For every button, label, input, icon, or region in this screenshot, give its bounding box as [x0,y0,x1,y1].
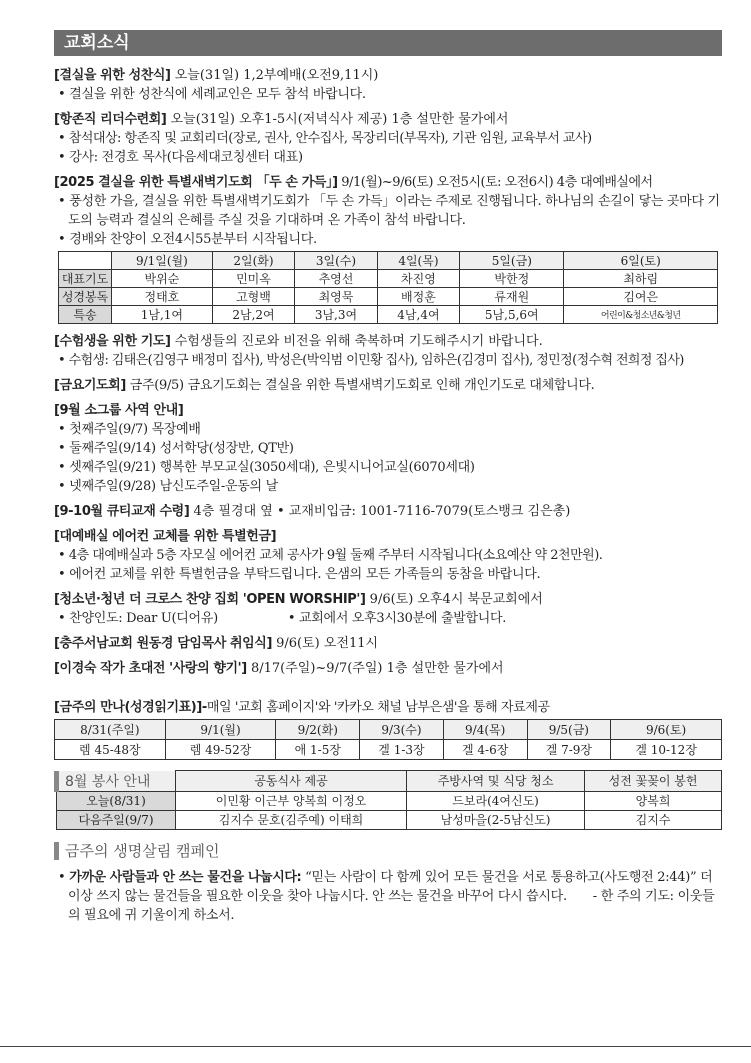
notice-title: [이경숙 작가 초대전 '사랑의 향기'] [54,661,247,676]
section-header: 교회소식 [54,30,722,56]
notice-dawn-prayer: [2025 결실을 위한 특별새벽기도회 「두 손 가득」] 9/1(월)~9/6(토) 오전5시(토: 오전6시) 4층 대예배실에서 • 풍성한 가을, 결실을 위한 특별새벽기도회가 「두 손 가득」이라는 주제로 진행됩니다. 하나님의 손길이 닿는 곳마다 기도의 능력과 결실의 은혜를 주실 것을 기대하며 온 가족이 참석 바랍니다. • 경배와 찬양이 오전4시55분부터 시작됩니다. 9/1일(월) 2일(화) 3일(수) 4일(목) 5일(금) 6일(토) 대표기도 박위순 민미옥 추영선 차진영 박한정 최하림 성경봉독 정태호 고형백 최영묵 배정훈 류재원 김여은 특송 1남,1여 2남,2여 3남,3여 4남,4여 5남,5,6여 어린이&청소년&청년 [54,175,720,322]
campaign-text: “믿는 사람이 다 함께 있어 모든 물건을 서로 통용하고(사도행전 2:44)” 더 이상 쓰지 않는 물건들을 필요한 이웃을 찾아 나눕시다. 안 쓰는 물건을 바꾸어 다시 씁시다. [68,869,713,904]
bible-reading-table [54,719,722,760]
table-header: 주방사역 및 식당 청소 [407,771,585,792]
notice-text: 8/17(주일)~9/7(주일) 1층 설만한 물가에서 [246,661,504,676]
table-header: 2일(화) [212,252,294,270]
list-item: 셋째주일(9/21) 행복한 부모교실(3050세대), 은빛시니어교실(6070세대) [69,460,475,475]
bottom-rule [0,1046,751,1047]
notice-title: [금요기도회] [54,378,126,393]
table-row [57,791,722,810]
table-cell: 류재원 [460,288,564,306]
notice-title: [9-10월 큐티교재 수령] [54,504,190,519]
table-cell: 민미옥 [212,270,294,288]
campaign-prayer: - 한 주의 기도: 이웃들의 필요에 귀 기울이게 하소서. [68,888,715,923]
notice-text: 수험생들의 진로와 비전을 위해 축복하며 기도해주시기 바랍니다. [170,334,543,349]
notice-text: 금주(9/5) 금요기도회는 결실을 위한 특별새벽기도회로 인해 개인기도로 대체합니다. [125,378,595,393]
bullet-text: 수험생: 김태은(김영구 배정미 집사), 박성은(박익범 이민황 집사), 임하은(김경미 집사), 정민정(정수혁 전희정 집사) [68,353,684,368]
table-cell: 겔 1-3장 [360,740,444,760]
table-cell: 최하림 [564,270,718,288]
bible-reading-section: [금주의 만나(성경읽기표)]-매일 '교회 홈페이지'와 '카카오 채널 남부은샘'을 통해 자료제공 8/31(주일) 9/1(월) 9/2(화) 9/3(수) 9/4(목) 9/5(금) 9/6(토) 렘 45-48장 렘 49-52장 애 1-5장 겔 1-3장 겔 4-6장 겔 7-9장 겔 10-12장 [54,698,722,760]
table-cell: 5남,5,6여 [460,306,564,324]
table-header: 9/6(토) [611,720,722,740]
table-cell: 박위순 [112,270,213,288]
notice-aircon-offering: [대예배실 에어컨 교체를 위한 특별헌금] • 4층 대예배실과 5층 자모실 에어컨 교체 공사가 9월 둘째 주부터 시작됩니다(소요예산 약 2천만원). • 에어컨 교체를 위한 특별헌금을 부탁드립니다. 은샘의 모든 가족들의 동참을 바랍니다. [54,529,603,582]
row-label: 성경봉독 [59,288,112,306]
table-cell: 차진영 [377,270,459,288]
table-header: 3일(수) [295,252,377,270]
table-cell: 배정훈 [377,288,459,306]
table-header: 5일(금) [460,252,564,270]
notice-text: 4층 필경대 옆 • 교재비입금: 1001-7116-7079(토스뱅크 김은총) [189,504,571,519]
table-row [55,740,722,760]
table-header: 9/1(월) [165,720,276,740]
table-header: 공동식사 제공 [176,771,407,792]
table-cell: 4남,4여 [377,306,459,324]
notice-communion: [결실을 위한 성찬식] 오늘(31일) 1,2부예배(오전9,11시) • 결실을 위한 성찬식에 세례교인은 모두 참석 바랍니다. [54,68,379,102]
notice-title: [결실을 위한 성찬식] [54,68,171,83]
table-cell: 최영묵 [295,288,377,306]
notice-title: [충주서남교회 원동경 담임목사 취임식] [54,636,272,651]
table-cell: 김지수 [585,810,722,829]
table-header: 4일(목) [377,252,459,270]
service-title: 8월 봉사 안내 [57,771,176,792]
table-cell: 겔 7-9장 [527,740,611,760]
campaign-title: 금주의 생명살림 캠페인 [54,842,722,860]
notice-qt-book [54,502,722,521]
notice-title: [2025 결실을 위한 특별새벽기도회 「두 손 가득」] [54,175,338,190]
table-cell: 1남,1여 [112,306,213,324]
list-item: 둘째주일(9/14) 성서학당(성장반, QT반) [69,441,294,456]
notice-text: 매일 '교회 홈페이지'와 '카카오 채널 남부은샘'을 통해 자료제공 [206,700,550,715]
list-item: 첫째주일(9/7) 목장예배 [69,422,201,437]
table-cell: 김지수 문호(김주예) 이태희 [176,810,407,829]
notice-text: 오늘(31일) 1,2부예배(오전9,11시) [170,68,379,83]
table-row [59,288,718,306]
table-cell: 김여은 [564,288,718,306]
notice-exhibition [54,659,722,678]
table-header: 성전 꽃꽂이 봉헌 [585,771,722,792]
table-cell: 고형백 [212,288,294,306]
notice-title: [수험생을 위한 기도] [54,334,171,349]
bullet-text: 결실을 위한 성찬식에 세례교인은 모두 참석 바랍니다. [69,87,366,102]
service-table [54,770,722,830]
table-cell: 겔 4-6장 [443,740,527,760]
table-row [59,270,718,288]
row-label: 오늘(8/31) [57,791,176,810]
table-cell: 렘 49-52장 [165,740,276,760]
notice-text: 오늘(31일) 오후1-5시(저녁식사 제공) 1층 설만한 물가에서 [166,112,509,127]
table-cell: 어린이&청소년&청년 [564,306,718,324]
table-cell: 이민황 이근부 양복희 이정오 [176,791,407,810]
notice-text: 9/1(월)~9/6(토) 오전5시(토: 오전6시) 4층 대예배실에서 [337,175,653,190]
notice-text: 9/6(토) 오전11시 [272,636,379,651]
table-cell: 정태호 [112,288,213,306]
table-cell: 남성마을(2-5남신도) [407,810,585,829]
notice-small-group: [9월 소그룹 사역 안내] • 첫째주일(9/7) 목장예배 • 둘째주일(9/14) 성서학당(성장반, QT반) • 셋째주일(9/21) 행복한 부모교실(3050세대), 은빛시니어교실(6070세대) • 넷째주일(9/28) 남신도주일-운동의 날 [54,403,475,494]
notice-friday-prayer [54,376,722,395]
bulletin-page [54,30,722,925]
bullet-text: 에어컨 교체를 위한 특별헌금을 부탁드립니다. 은샘의 모든 가족들의 동참을 바랍니다. [69,567,541,582]
notice-title: [대예배실 에어컨 교체를 위한 특별헌금] [54,529,277,544]
table-cell: 겔 10-12장 [611,740,722,760]
table-header: 9/4(목) [443,720,527,740]
table-header: 9/5(금) [527,720,611,740]
notice-leader-retreat: [항존직 리더수련회] 오늘(31일) 오후1-5시(저녁식사 제공) 1층 설만한 물가에서 • 참석대상: 항존직 및 교회리더(장로, 권사, 안수집사, 목장리더(부목자), 기관 임원, 교육부서 교사) • 강사: 전경호 목사(다음세대코칭센터 대표) [54,112,592,165]
notice-title: [금주의 만나(성경읽기표)] [54,700,202,715]
dawn-prayer-table [58,251,718,324]
bullet-text: 강사: 전경호 목사(다음세대코칭센터 대표) [69,150,303,165]
campaign-body: • 가까운 사람들과 안 쓰는 물건을 나눕시다: “믿는 사람이 다 함께 있어 모든 물건을 서로 통용하고(사도행전 2:44)” 더 이상 쓰지 않는 물건들을 필요한 이웃을 찾아 나눕시다. 안 쓰는 물건을 바꾸어 다시 씁시다. - 한 주의 기도: 이웃들의 필요에 귀 기울이게 하소서. [58,869,715,923]
table-cell: 애 1-5장 [276,740,360,760]
notice-text: 9/6(토) 오후4시 북문교회에서 [365,592,543,607]
table-header: 9/1일(월) [112,252,213,270]
table-header: 6일(토) [564,252,718,270]
list-item: 넷째주일(9/28) 남신도주일-운동의 날 [69,479,278,494]
row-label: 특송 [59,306,112,324]
bullet-text: 4층 대예배실과 5층 자모실 에어컨 교체 공사가 9월 둘째 주부터 시작됩니다(소요예산 약 2천만원). [68,548,603,563]
table-header: 8/31(주일) [55,720,166,740]
notice-title: [9월 소그룹 사역 안내] [54,403,184,418]
notice-installation [54,634,722,653]
bullet-text: 경배와 찬양이 오전4시55분부터 시작됩니다. [69,232,317,247]
table-cell: 박한정 [460,270,564,288]
table-cell: 3남,3여 [295,306,377,324]
table-header: 9/2(화) [276,720,360,740]
bullet-text: • 교회에서 오후3시30분에 출발합니다. [287,611,507,626]
notice-title: [청소년·청년 더 크로스 찬양 집회 'OPEN WORSHIP'] [54,592,366,607]
notice-title: [항존직 리더수련회] [54,112,167,127]
table-cell: 드보라(4여신도) [407,791,585,810]
bullet-text: 찬양인도: Dear U(디어유) [69,611,218,626]
notice-open-worship: [청소년·청년 더 크로스 찬양 집회 'OPEN WORSHIP'] 9/6(토) 오후4시 북문교회에서 • 찬양인도: Dear U(디어유) • 교회에서 오후3시30분에 출발합니다. [54,592,543,626]
bullet-text: 참석대상: 항존직 및 교회리더(장로, 권사, 안수집사, 목장리더(부목자), 기관 임원, 교육부서 교사) [68,131,592,146]
row-label: 다음주일(9/7) [57,810,176,829]
table-cell: 추영선 [295,270,377,288]
table-cell: 렘 45-48장 [55,740,166,760]
table-header: 9/3(수) [360,720,444,740]
table-cell: 2남,2여 [212,306,294,324]
bullet-text: 풍성한 가을, 결실을 위한 특별새벽기도회가 「두 손 가득」이라는 주제로 진행됩니다. 하나님의 손길이 닿는 곳마다 기도의 능력과 결실의 은혜를 주실 것을 기대하며 온 가족이 참석 바랍니다. [68,194,720,228]
table-row [59,306,718,324]
table-row [57,810,722,829]
table-cell: 양복희 [585,791,722,810]
campaign-bold: 가까운 사람들과 안 쓰는 물건을 나눕시다: [69,869,302,885]
notice-exam-prayer: [수험생을 위한 기도] 수험생들의 진로와 비전을 위해 축복하며 기도해주시기 바랍니다. • 수험생: 김태은(김영구 배정미 집사), 박성은(박익범 이민황 집사), 임하은(김경미 집사), 정민정(정수혁 전희정 집사) [54,334,684,368]
row-label: 대표기도 [59,270,112,288]
